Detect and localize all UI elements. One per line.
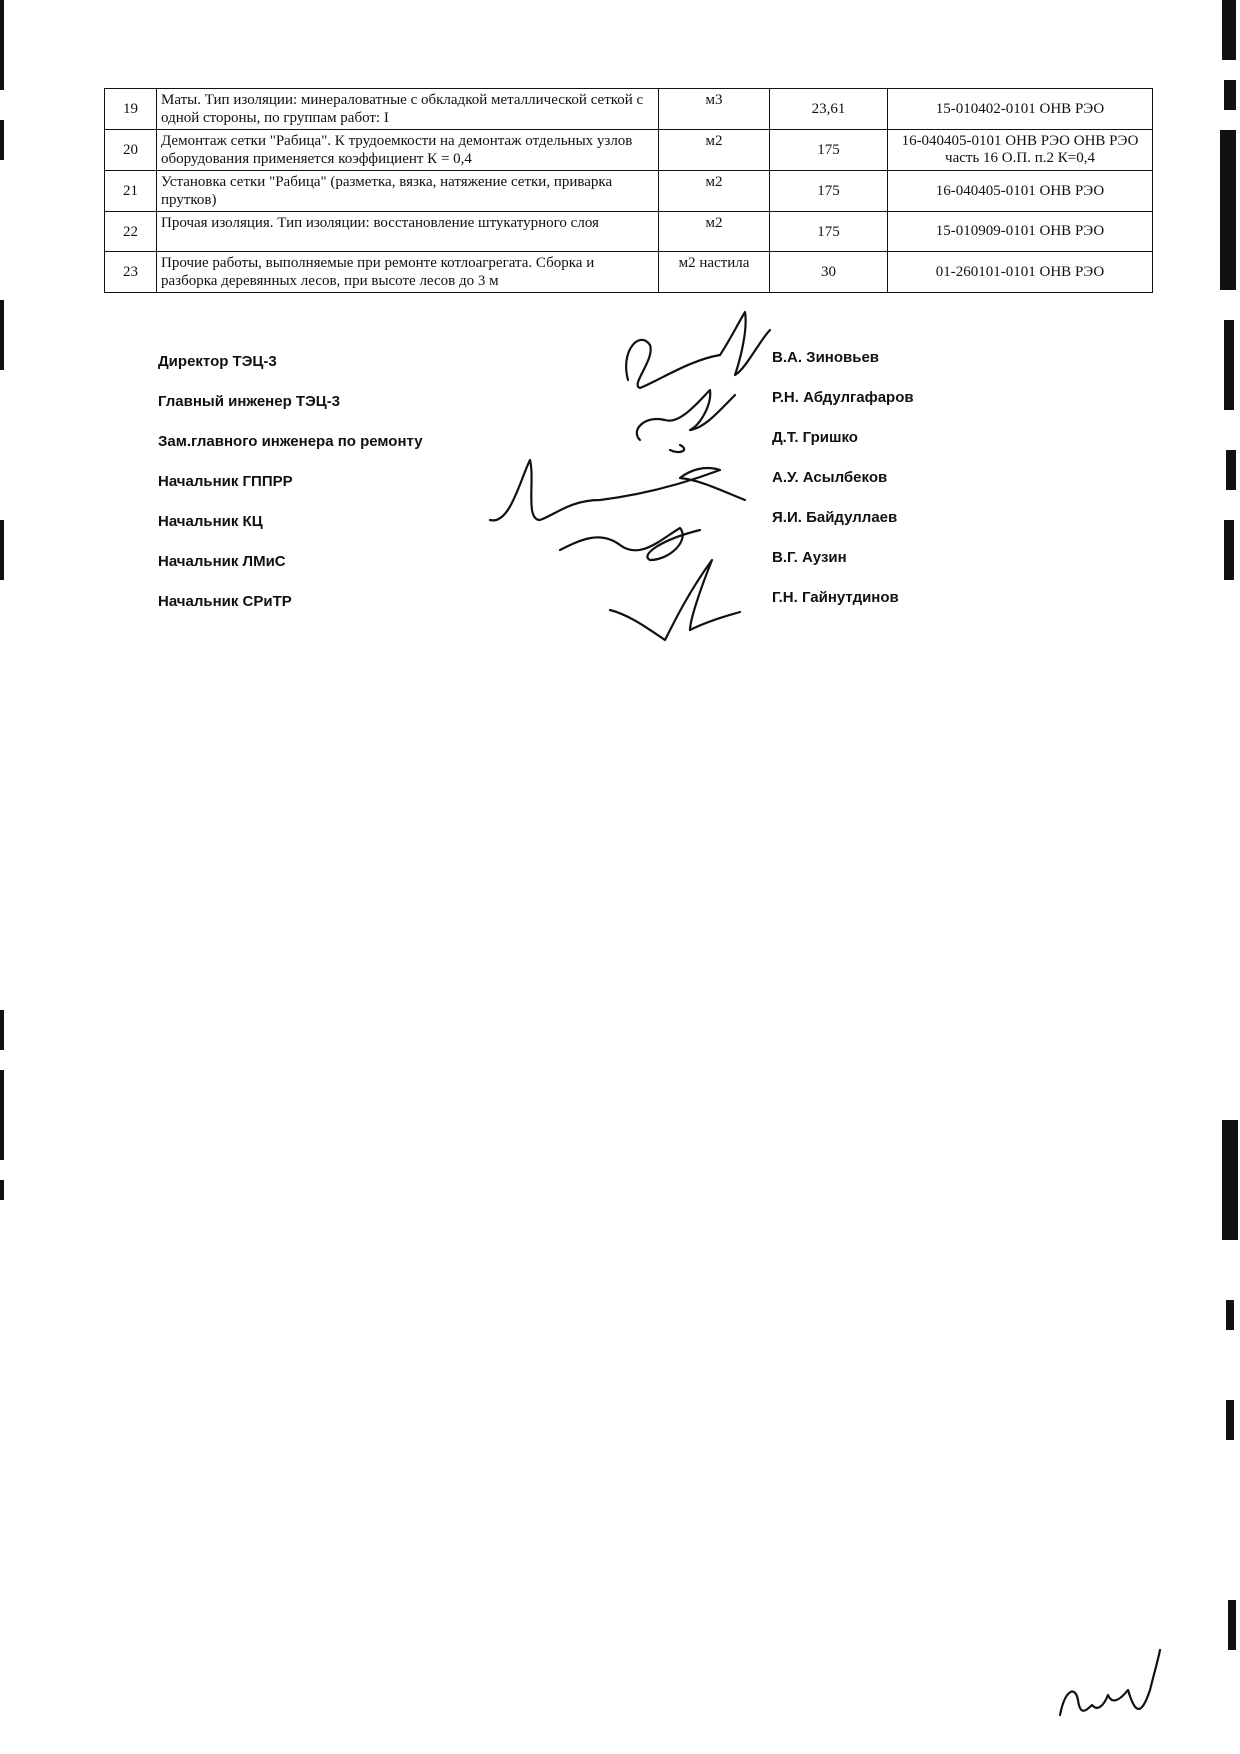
signature-chief-engineer [637,390,735,452]
signatory-name: Я.И. Байдуллаев [772,509,898,526]
row-number: 19 [105,89,157,130]
signatory-name: Р.Н. Абдулгафаров [772,389,914,406]
signatory-name: В.А. Зиновьев [772,349,880,366]
position-label: Главный инженер ТЭЦ-3 [158,393,341,410]
signature-director [626,312,770,388]
work-description: Прочие работы, выполняемые при ремонте котлоагрегата. Сборка и разборка деревянных лесов, при высоте лесов до 3 м [157,252,659,293]
position-label: Начальник СРиТР [158,593,292,610]
quantity-cell: 23,61 [770,89,888,130]
quantity-cell: 175 [770,212,888,252]
position-label: Зам.главного инженера по ремонту [158,433,423,450]
unit-cell: м2 [659,212,770,252]
position-label: Начальник ГППРР [158,473,293,490]
norm-code-cell: 16-040405-0101 ОНВ РЭО ОНВ РЭО часть 16 О.П. п.2 К=0,4 [888,130,1153,171]
unit-cell: м2 [659,171,770,212]
work-description: Маты. Тип изоляции: минераловатные с обкладкой металлической сеткой с одной стороны, по группам работ: I [157,89,659,130]
position-label: Начальник ЛМиС [158,553,286,570]
quantity-cell: 175 [770,130,888,171]
unit-cell: м3 [659,89,770,130]
norm-code-cell: 15-010402-0101 ОНВ РЭО [888,89,1153,130]
row-number: 21 [105,171,157,212]
norm-code-cell: 15-010909-0101 ОНВ РЭО [888,212,1153,252]
quantity-cell: 30 [770,252,888,293]
signature-deputy [490,460,745,520]
signatory-name: А.У. Асылбеков [772,469,888,486]
position-label: Начальник КЦ [158,513,263,530]
signature-corner [1060,1650,1160,1715]
norm-code-cell: 16-040405-0101 ОНВ РЭО [888,171,1153,212]
unit-cell: м2 [659,130,770,171]
signatory-name: Д.Т. Гришко [772,429,858,446]
work-description: Установка сетки "Рабица" (разметка, вязка, натяжение сетки, приварка прутков) [157,171,659,212]
unit-cell: м2 настила [659,252,770,293]
quantity-cell: 175 [770,171,888,212]
row-number: 20 [105,130,157,171]
position-label: Директор ТЭЦ-3 [158,353,277,370]
signatory-name: Г.Н. Гайнутдинов [772,589,899,606]
row-number: 23 [105,252,157,293]
signature-srtr [610,560,740,640]
signatory-name: В.Г. Аузин [772,549,847,566]
work-description: Прочая изоляция. Тип изоляции: восстановление штукатурного слоя [157,212,659,252]
work-description: Демонтаж сетки "Рабица". К трудоемкости на демонтаж отдельных узлов оборудования применяется коэффициент К = 0,4 [157,130,659,171]
norm-code-cell: 01-260101-0101 ОНВ РЭО [888,252,1153,293]
row-number: 22 [105,212,157,252]
signature-kc [560,528,700,560]
